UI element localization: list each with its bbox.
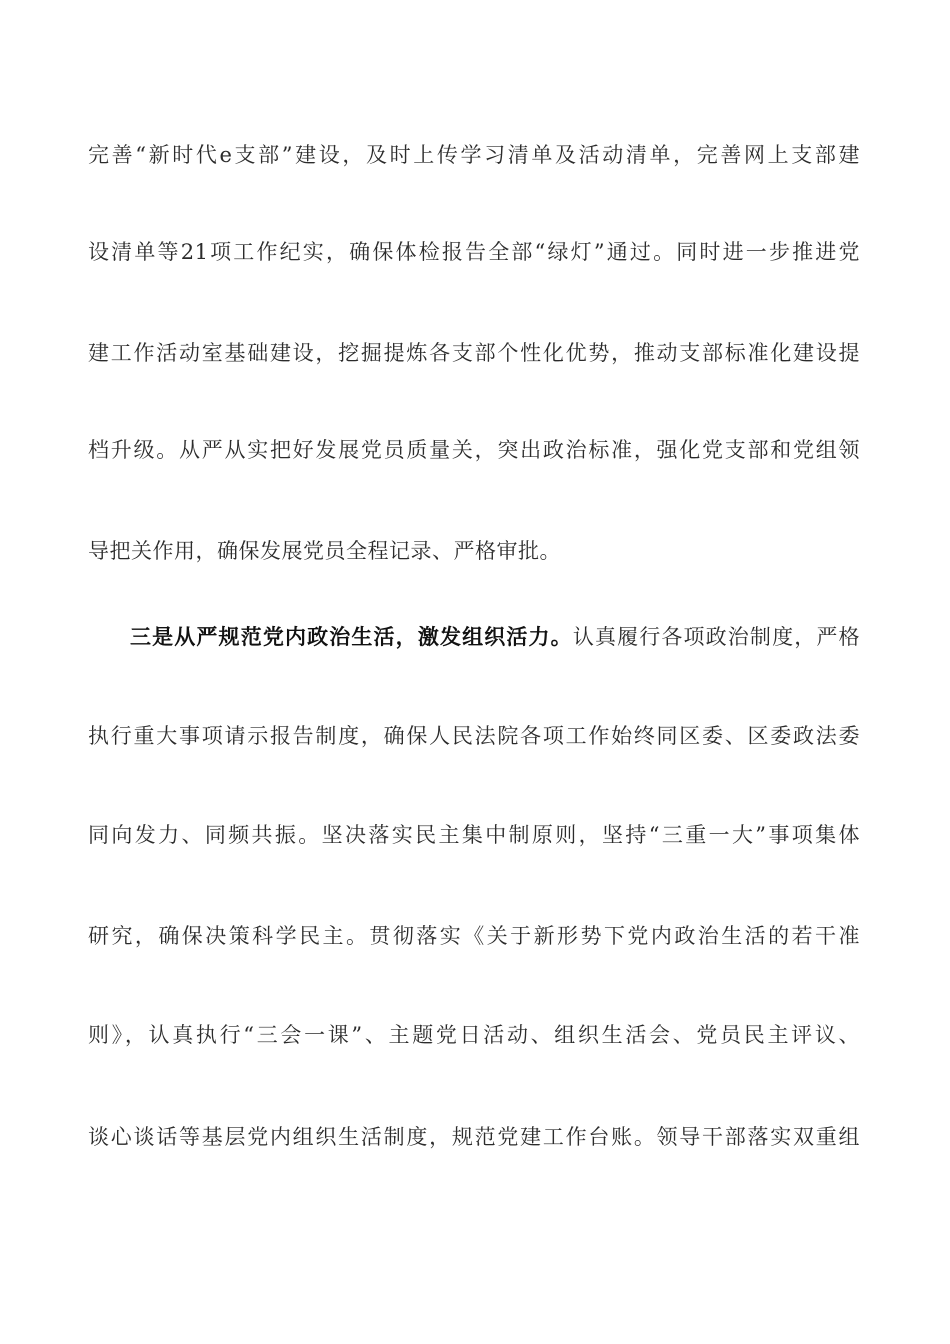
- paragraph-line: 建工作活动室基础建设，挖掘提炼各支部个性化优势，推动支部标准化建设提: [88, 341, 860, 365]
- paragraph-line: 执行重大事项请示报告制度，确保人民法院各项工作始终同区委、区委政法委: [88, 724, 860, 748]
- paragraph-line: 研究，确保决策科学民主。贯彻落实《关于新形势下党内政治生活的若干准: [88, 924, 860, 948]
- paragraph-line: 设清单等21项工作纪实，确保体检报告全部“绿灯”通过。同时进一步推进党: [88, 240, 860, 264]
- paragraph-first-line: [130, 617, 860, 657]
- paragraph-line: 则》，认真执行“三会一课”、主题党日活动、组织生活会、党员民主评议、: [88, 1023, 860, 1047]
- paragraph-line: 导把关作用，确保发展党员全程记录、严格审批。: [88, 539, 561, 563]
- paragraph-line: 完善“新时代e支部”建设，及时上传学习清单及活动清单，完善网上支部建: [88, 143, 860, 167]
- paragraph-line: 谈心谈话等基层党内组织生活制度，规范党建工作台账。领导干部落实双重组: [88, 1125, 860, 1149]
- paragraph-line: 档升级。从严从实把好发展党员质量关，突出政治标准，强化党支部和党组领: [88, 438, 860, 462]
- paragraph-lead-heading: 三是从严规范党内政治生活，激发组织活力。: [130, 624, 573, 649]
- paragraph-line: 同向发力、同频共振。坚决落实民主集中制原则，坚持“三重一大”事项集体: [88, 823, 860, 847]
- paragraph-first-line-text: 认真履行各项政治制度，严格: [572, 625, 860, 649]
